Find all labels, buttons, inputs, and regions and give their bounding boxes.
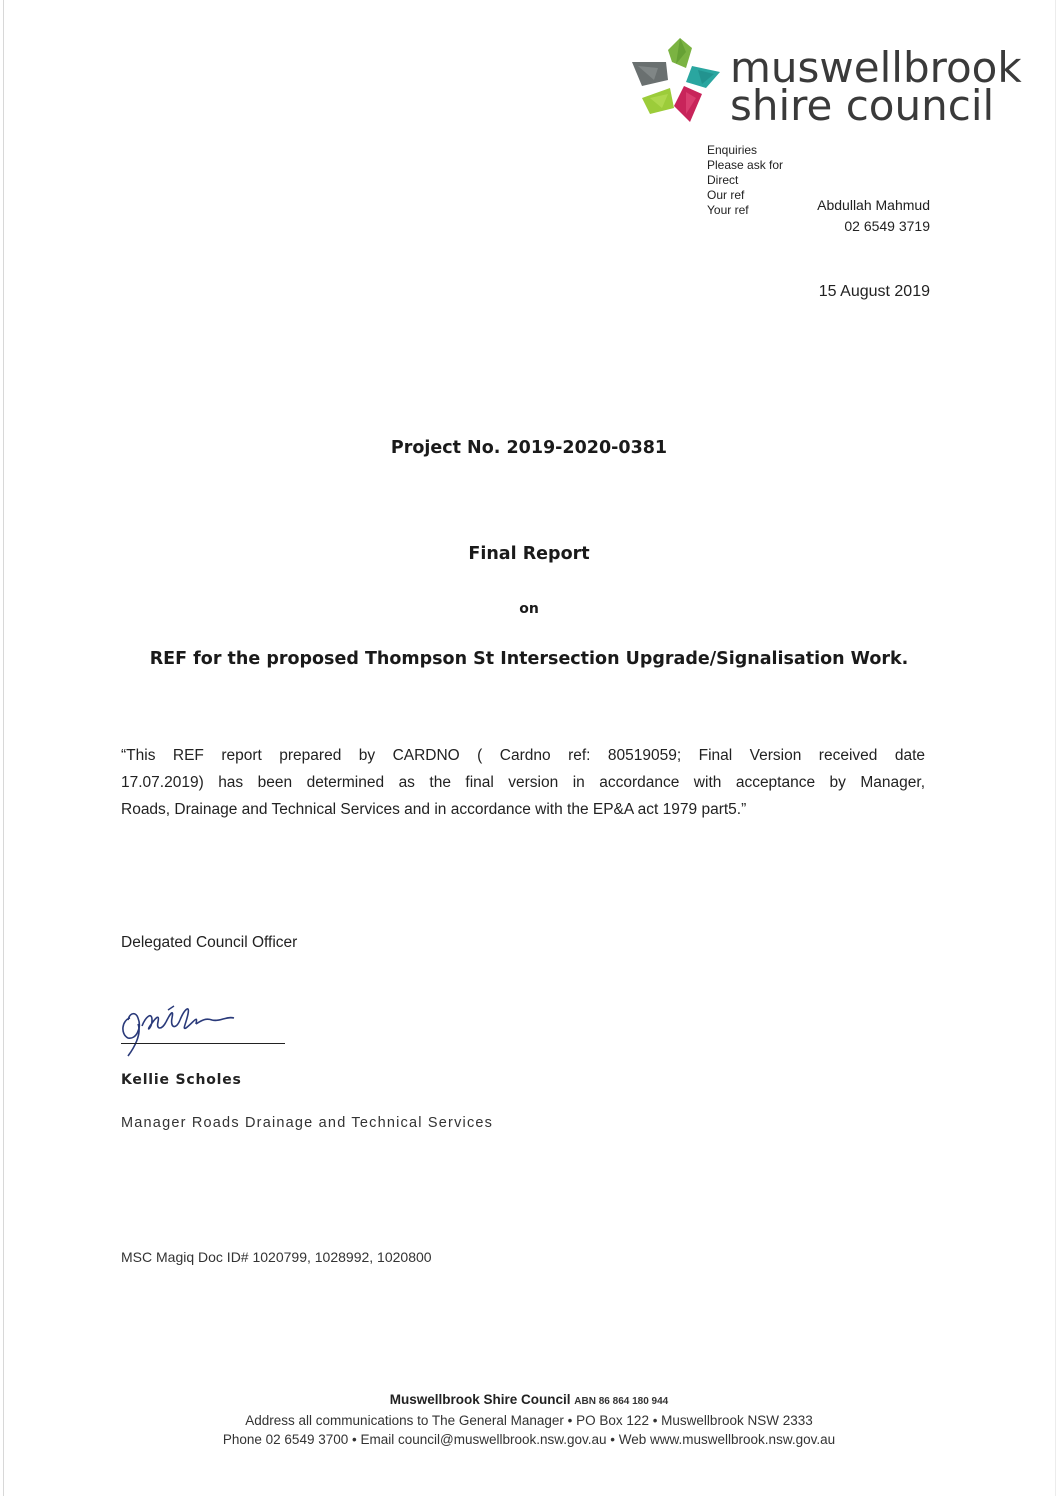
please-ask-label: Please ask for <box>707 158 784 172</box>
your-ref-label: Your ref <box>707 203 749 217</box>
footer-address: Address all communications to The General Manager • PO Box 122 • Muswellbrook NSW 2333 <box>245 1413 813 1428</box>
paragraph-line: “This REF report prepared by CARDNO ( Cardno ref: 80519059; Final Version received date <box>121 747 925 764</box>
paragraph-line: 17.07.2019) has been determined as the final version in accordance with acceptance by Manager, <box>121 774 925 791</box>
title-connector: on <box>519 601 539 617</box>
determination-paragraph <box>121 742 925 823</box>
page-edge-left <box>3 0 4 1496</box>
report-title: Final Report <box>468 544 590 564</box>
letter-date: 15 August 2019 <box>818 283 930 300</box>
paragraph-line: Roads, Drainage and Technical Services and in accordance with the EP&A act 1979 part5.” <box>121 801 747 818</box>
signer-name: Kellie Scholes <box>121 1072 242 1088</box>
star-emblem-icon <box>628 36 728 131</box>
page-edge-right <box>1055 0 1056 1496</box>
enquiries-labels <box>707 143 783 218</box>
document-id: MSC Magiq Doc ID# 1020799, 1028992, 1020800 <box>121 1249 432 1265</box>
council-logo <box>628 36 1028 136</box>
contact-details <box>817 195 930 237</box>
signer-role: Manager Roads Drainage and Technical Services <box>121 1115 494 1131</box>
logo-text-line2: shire council <box>730 81 995 130</box>
enquiries-label: Enquiries <box>707 143 758 157</box>
direct-label: Direct <box>707 173 739 187</box>
report-subject: REF for the proposed Thompson St Intersection Upgrade/Signalisation Work. <box>149 649 909 669</box>
signature-line <box>121 1043 285 1044</box>
footer-org: Muswellbrook Shire Council <box>389 1392 571 1407</box>
footer-contact: Phone 02 6549 3700 • Email council@muswellbrook.nsw.gov.au • Web www.muswellbrook.nsw.gov.au <box>222 1432 836 1447</box>
letterhead-footer <box>0 1390 1058 1449</box>
footer-abn: ABN 86 864 180 944 <box>574 1396 669 1407</box>
handwritten-signature <box>116 990 291 1060</box>
project-number: Project No. 2019-2020-0381 <box>390 438 668 458</box>
contact-phone: 02 6549 3719 <box>844 218 930 234</box>
officer-label: Delegated Council Officer <box>121 934 298 951</box>
contact-name: Abdullah Mahmud <box>817 197 930 213</box>
our-ref-label: Our ref <box>707 188 745 202</box>
logo-text-line1: muswellbrook <box>730 43 1022 92</box>
